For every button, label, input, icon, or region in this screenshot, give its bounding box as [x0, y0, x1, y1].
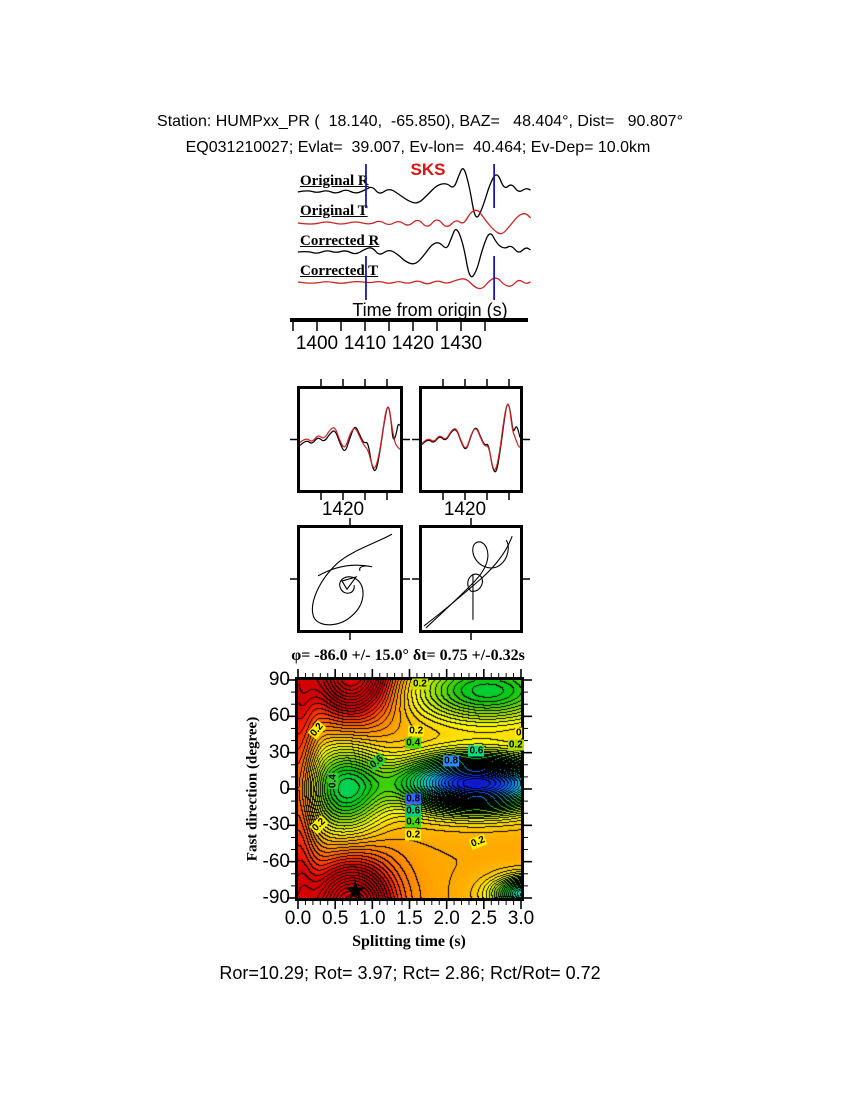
- contour-title: φ= -86.0 +/- 15.0° δt= 0.75 +/-0.32s: [291, 647, 525, 664]
- contour-label-chip: 0: [515, 727, 522, 739]
- contour-label-chip: 0.4: [406, 737, 421, 749]
- contour-label-chip: 0.2: [409, 725, 424, 737]
- contour-label-chip: 0.6: [406, 805, 421, 817]
- trace-label-corrected-r: Corrected R: [300, 233, 380, 249]
- splitting-time-tick-label: 3.0: [507, 908, 535, 929]
- contour-label-chip: 0.8: [406, 793, 421, 805]
- contour-label-chip: 0.2: [308, 720, 326, 739]
- splitting-time-tick-label: 1.5: [396, 908, 423, 929]
- contour-label-chip: 0.2: [310, 816, 328, 835]
- phase-label: SKS: [410, 160, 446, 179]
- time-tick-label: 1400: [295, 333, 339, 354]
- contour-label-chip: 0.8: [444, 755, 459, 767]
- splitting-time-tick-label: 2.5: [470, 908, 498, 929]
- contour-label-chip: 0.6: [469, 745, 484, 757]
- trace-label-corrected-t: Corrected T: [300, 263, 379, 279]
- contour-label-chip: 0.2: [412, 678, 427, 690]
- fast-direction-tick-label: 0: [279, 778, 290, 799]
- contour-ylabel: Fast direction (degree): [244, 716, 261, 862]
- fast-direction-tick-label: 30: [268, 741, 290, 763]
- contour-label-chip: 0.2: [469, 834, 487, 850]
- station-header: Station: HUMPxx_PR ( 18.140, -65.850), BAZ= 48.404°, Dist= 90.807°: [157, 113, 683, 130]
- event-header: EQ031210027; Evlat= 39.007, Ev-lon= 40.464; Ev-Dep= 10.0km: [185, 139, 651, 156]
- best-fit-star: ★: [343, 875, 368, 906]
- contour-label-chip: 0.2: [406, 829, 421, 841]
- fast-direction-tick-label: -30: [262, 814, 290, 836]
- time-tick-label: 1410: [343, 333, 387, 354]
- fast-direction-tick-label: 90: [268, 669, 290, 690]
- contour-label-chip: 0.2: [508, 739, 523, 751]
- splitting-time-tick-label: 0.5: [321, 908, 349, 929]
- contour-xlabel: Splitting time (s): [352, 933, 466, 950]
- time-axis-label: Time from origin (s): [352, 300, 508, 320]
- mini-right-tick-label: 1420: [443, 499, 487, 520]
- trace-label-original-r: Original R: [300, 173, 369, 189]
- trace-label-original-t: Original T: [300, 203, 368, 219]
- splitting-time-tick-label: 0.0: [284, 908, 312, 929]
- time-tick-label: 1420: [391, 333, 435, 354]
- mini-left-tick-label: 1420: [321, 499, 365, 520]
- fast-direction-tick-label: 60: [268, 705, 290, 727]
- contour-label-chip: 0.4: [406, 816, 421, 828]
- time-tick-label: 1430: [439, 333, 483, 354]
- splitting-time-tick-label: 1.0: [359, 908, 386, 929]
- stats-footer: Ror=10.29; Rot= 3.97; Rct= 2.86; Rct/Rot= 0.72: [219, 963, 601, 983]
- contour-label-chip: 0.6: [367, 753, 386, 772]
- fast-direction-tick-label: -90: [262, 887, 290, 908]
- fast-direction-tick-label: -60: [262, 850, 290, 872]
- splitting-time-tick-label: 2.0: [433, 908, 460, 929]
- contour-label-chip: 0.4: [327, 773, 339, 788]
